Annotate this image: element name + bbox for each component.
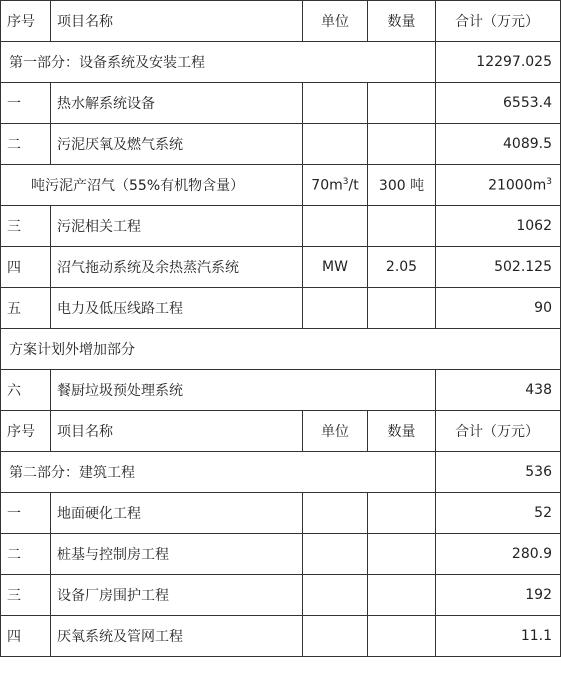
row-idx: 四 <box>1 247 51 288</box>
row-total: 192 <box>436 575 561 616</box>
row-unit <box>303 288 368 329</box>
row-total: 280.9 <box>436 534 561 575</box>
table-row <box>1 370 561 411</box>
header-total: 合计（万元） <box>436 411 561 452</box>
part2-total: 536 <box>436 452 561 493</box>
part1-row <box>1 42 561 83</box>
row-name: 厌氧系统及管网工程 <box>51 616 303 657</box>
part1-total: 12297.025 <box>436 42 561 83</box>
row-unit <box>303 83 368 124</box>
extra-section-label: 方案计划外增加部分 <box>1 329 561 370</box>
header-unit: 单位 <box>303 411 368 452</box>
row-total: 438 <box>436 370 561 411</box>
biogas-label: 吨污泥产沼气（55%有机物含量） <box>1 165 303 206</box>
row-qty <box>368 493 436 534</box>
biogas-unit-sup: 3 <box>342 176 349 187</box>
table-header-row <box>1 1 561 42</box>
row-name: 热水解系统设备 <box>51 83 303 124</box>
table-row <box>1 83 561 124</box>
row-unit: MW <box>303 247 368 288</box>
row-idx: 五 <box>1 288 51 329</box>
biogas-qty: 300 吨 <box>368 165 436 206</box>
row-total: 52 <box>436 493 561 534</box>
row-name: 餐厨垃圾预处理系统 <box>51 370 436 411</box>
row-total: 4089.5 <box>436 124 561 165</box>
header-name: 项目名称 <box>51 1 303 42</box>
part2-label: 第二部分：建筑工程 <box>1 452 436 493</box>
row-idx: 六 <box>1 370 51 411</box>
extra-section-row <box>1 329 561 370</box>
row-total: 11.1 <box>436 616 561 657</box>
biogas-total-sup: 3 <box>546 176 552 187</box>
row-unit <box>303 616 368 657</box>
part1-label: 第一部分：设备系统及安装工程 <box>1 42 436 83</box>
row-qty <box>368 83 436 124</box>
row-name: 电力及低压线路工程 <box>51 288 303 329</box>
row-idx: 一 <box>1 83 51 124</box>
table-row <box>1 575 561 616</box>
table-row <box>1 206 561 247</box>
row-name: 桩基与控制房工程 <box>51 534 303 575</box>
row-total: 502.125 <box>436 247 561 288</box>
biogas-unit-tail: /t <box>348 177 359 194</box>
row-idx: 四 <box>1 616 51 657</box>
row-unit <box>303 534 368 575</box>
table-row <box>1 247 561 288</box>
header-idx: 序号 <box>1 1 51 42</box>
row-total: 6553.4 <box>436 83 561 124</box>
row-name: 地面硬化工程 <box>51 493 303 534</box>
row-idx: 一 <box>1 493 51 534</box>
row-unit <box>303 206 368 247</box>
biogas-unit-base: 70m <box>311 177 343 194</box>
row-total: 90 <box>436 288 561 329</box>
row-unit <box>303 124 368 165</box>
table-header-row-2 <box>1 411 561 452</box>
header-idx: 序号 <box>1 411 51 452</box>
biogas-total-base: 21000m <box>488 177 547 194</box>
row-name: 污泥相关工程 <box>51 206 303 247</box>
biogas-unit <box>303 165 368 206</box>
header-total: 合计（万元） <box>436 1 561 42</box>
row-unit <box>303 493 368 534</box>
row-name: 污泥厌氧及燃气系统 <box>51 124 303 165</box>
row-qty <box>368 124 436 165</box>
row-idx: 三 <box>1 206 51 247</box>
row-qty <box>368 288 436 329</box>
row-name: 沼气拖动系统及余热蒸汽系统 <box>51 247 303 288</box>
row-qty <box>368 575 436 616</box>
row-unit <box>303 575 368 616</box>
header-qty: 数量 <box>368 1 436 42</box>
row-qty <box>368 206 436 247</box>
biogas-total <box>436 165 561 206</box>
header-unit: 单位 <box>303 1 368 42</box>
table-row <box>1 493 561 534</box>
row-idx: 二 <box>1 534 51 575</box>
part2-row <box>1 452 561 493</box>
biogas-row <box>1 165 561 206</box>
row-idx: 二 <box>1 124 51 165</box>
row-qty <box>368 534 436 575</box>
row-qty: 2.05 <box>368 247 436 288</box>
table-row <box>1 616 561 657</box>
row-qty <box>368 616 436 657</box>
row-total: 1062 <box>436 206 561 247</box>
header-qty: 数量 <box>368 411 436 452</box>
row-idx: 三 <box>1 575 51 616</box>
table-row <box>1 124 561 165</box>
row-name: 设备厂房围护工程 <box>51 575 303 616</box>
header-name: 项目名称 <box>51 411 303 452</box>
table-row <box>1 534 561 575</box>
table-row <box>1 288 561 329</box>
